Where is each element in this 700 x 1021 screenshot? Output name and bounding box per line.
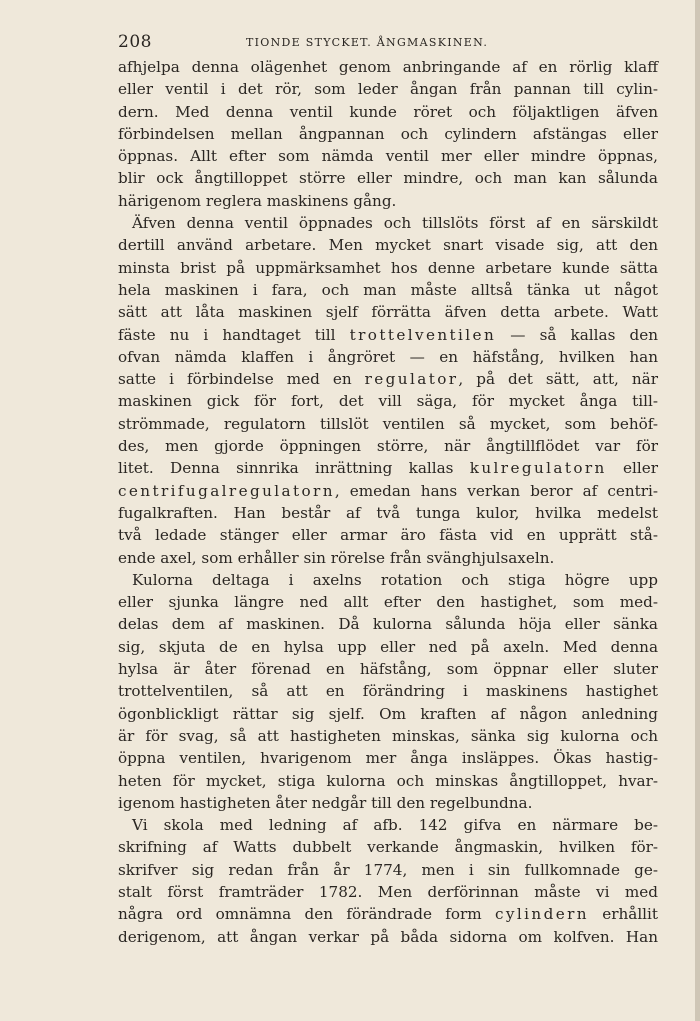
text-line: Äfven denna ventil öppnades och tillslöts först af en särskildt: [132, 214, 658, 233]
text-line: litet. Denna sinnrika inrättning kallas kulregulatorn eller: [118, 459, 659, 478]
text-line: ende axel, som erhåller sin rörelse från svänghjulsaxeln.: [118, 548, 555, 567]
spaced-term: regulator: [364, 370, 459, 389]
page-edge: [695, 0, 700, 1021]
text-line: des, men gjorde öppningen större, när ångtillflödet var för: [118, 437, 658, 456]
spaced-term: trottelventilen: [349, 325, 497, 344]
text-line: hela maskinen i fara, och man måste alltså tänka ut något: [118, 280, 658, 299]
text-line: öppnas. Allt efter som nämda ventil mer eller mindre öppnas,: [118, 147, 658, 166]
spaced-term: cylindern: [495, 905, 589, 924]
text-line: förbindelsen mellan ångpannan och cylindern afstängas eller: [118, 124, 658, 143]
text-line: heten för mycket, stiga kulorna och minskas ångtilloppet, hvar-: [118, 771, 658, 790]
text-line: fäste nu i handtaget till trottelventilen — så kallas den: [118, 325, 658, 344]
text-line: sätt att låta maskinen sjelf förrätta äfven detta arbete. Watt: [118, 303, 658, 322]
text-line: några ord omnämna den förändrade form cylindern erhållit: [118, 905, 659, 924]
text-line: sig, skjuta de en hylsa upp eller ned på axeln. Med denna: [118, 637, 658, 656]
page-header: [118, 32, 658, 54]
text-line: är för svag, så att hastigheten minskas, sänka sig kulorna och: [118, 726, 658, 745]
text-line: centrifugalregulatorn, emedan hans verkan beror af centri-: [118, 481, 658, 500]
text-line: ofvan nämda klaffen i ångröret — en häfstång, hvilken han: [118, 347, 658, 366]
text-line: Kulorna deltaga i axelns rotation och stiga högre upp: [132, 570, 658, 589]
text-line: strömmade, regulatorn tillslöt ventilen så mycket, som behöf-: [118, 414, 658, 433]
text-line: blir ock ångtilloppet större eller mindre, och man kan sålunda: [118, 169, 658, 188]
body-text: [118, 56, 658, 948]
text-line: minsta brist på uppmärksamhet hos denne arbetare kunde sätta: [118, 258, 658, 277]
text-line: eller ventil i det rör, som leder ångan från pannan till cylin-: [118, 80, 658, 99]
running-title: TIONDE STYCKET. ÅNGMASKINEN.: [246, 36, 489, 49]
text-line: härigenom reglera maskinens gång.: [118, 191, 397, 210]
text-line: afhjelpa denna olägenhet genom anbringande af en rörlig klaff: [118, 58, 658, 76]
spaced-term: centrifugalregulatorn: [118, 481, 335, 500]
spaced-term: kulregulatorn: [469, 459, 607, 478]
text-line: derigenom, att ångan verkar på båda sidorna om kolfven. Han: [118, 927, 658, 946]
text-line: trottelventilen, så att en förändring i maskinens hastighet: [118, 682, 658, 701]
text-line: skrifver sig redan från år 1774, men i sin fullkomnade ge-: [118, 860, 658, 879]
text-line: dertill använd arbetare. Men mycket snart visade sig, att den: [118, 236, 658, 255]
text-line: Vi skola med ledning af afb. 142 gifva en närmare be-: [132, 816, 658, 835]
text-line: skrifning af Watts dubbelt verkande ångmaskin, hvilken för-: [118, 838, 658, 857]
text-line: igenom hastigheten åter nedgår till den regelbundna.: [118, 793, 533, 812]
text-line: två ledade stänger eller armar äro fästa vid en upprätt stå-: [118, 526, 658, 545]
text-line: dern. Med denna ventil kunde röret och följaktligen äfven: [118, 102, 658, 121]
text-line: satte i förbindelse med en regulator, på det sätt, att, när: [118, 370, 658, 389]
text-line: stalt först framträder 1782. Men derförinnan måste vi med: [118, 882, 658, 901]
text-line: öppna ventilen, hvarigenom mer ånga insläppes. Ökas hastig-: [118, 749, 658, 768]
text-line: fugalkraften. Han består af två tunga kulor, hvilka medelst: [118, 503, 658, 522]
text-line: maskinen gick för fort, det vill säga, för mycket ånga till-: [118, 392, 658, 411]
text-line: eller sjunka längre ned allt efter den hastighet, som med-: [118, 593, 658, 612]
text-line: hylsa är åter förenad en häfstång, som öppnar eller sluter: [118, 660, 658, 679]
text-line: delas dem af maskinen. Då kulorna sålunda höja eller sänka: [118, 615, 658, 634]
text-line: ögonblickligt rättar sig sjelf. Om kraften af någon anledning: [118, 704, 658, 723]
page-number: 208: [118, 32, 152, 52]
